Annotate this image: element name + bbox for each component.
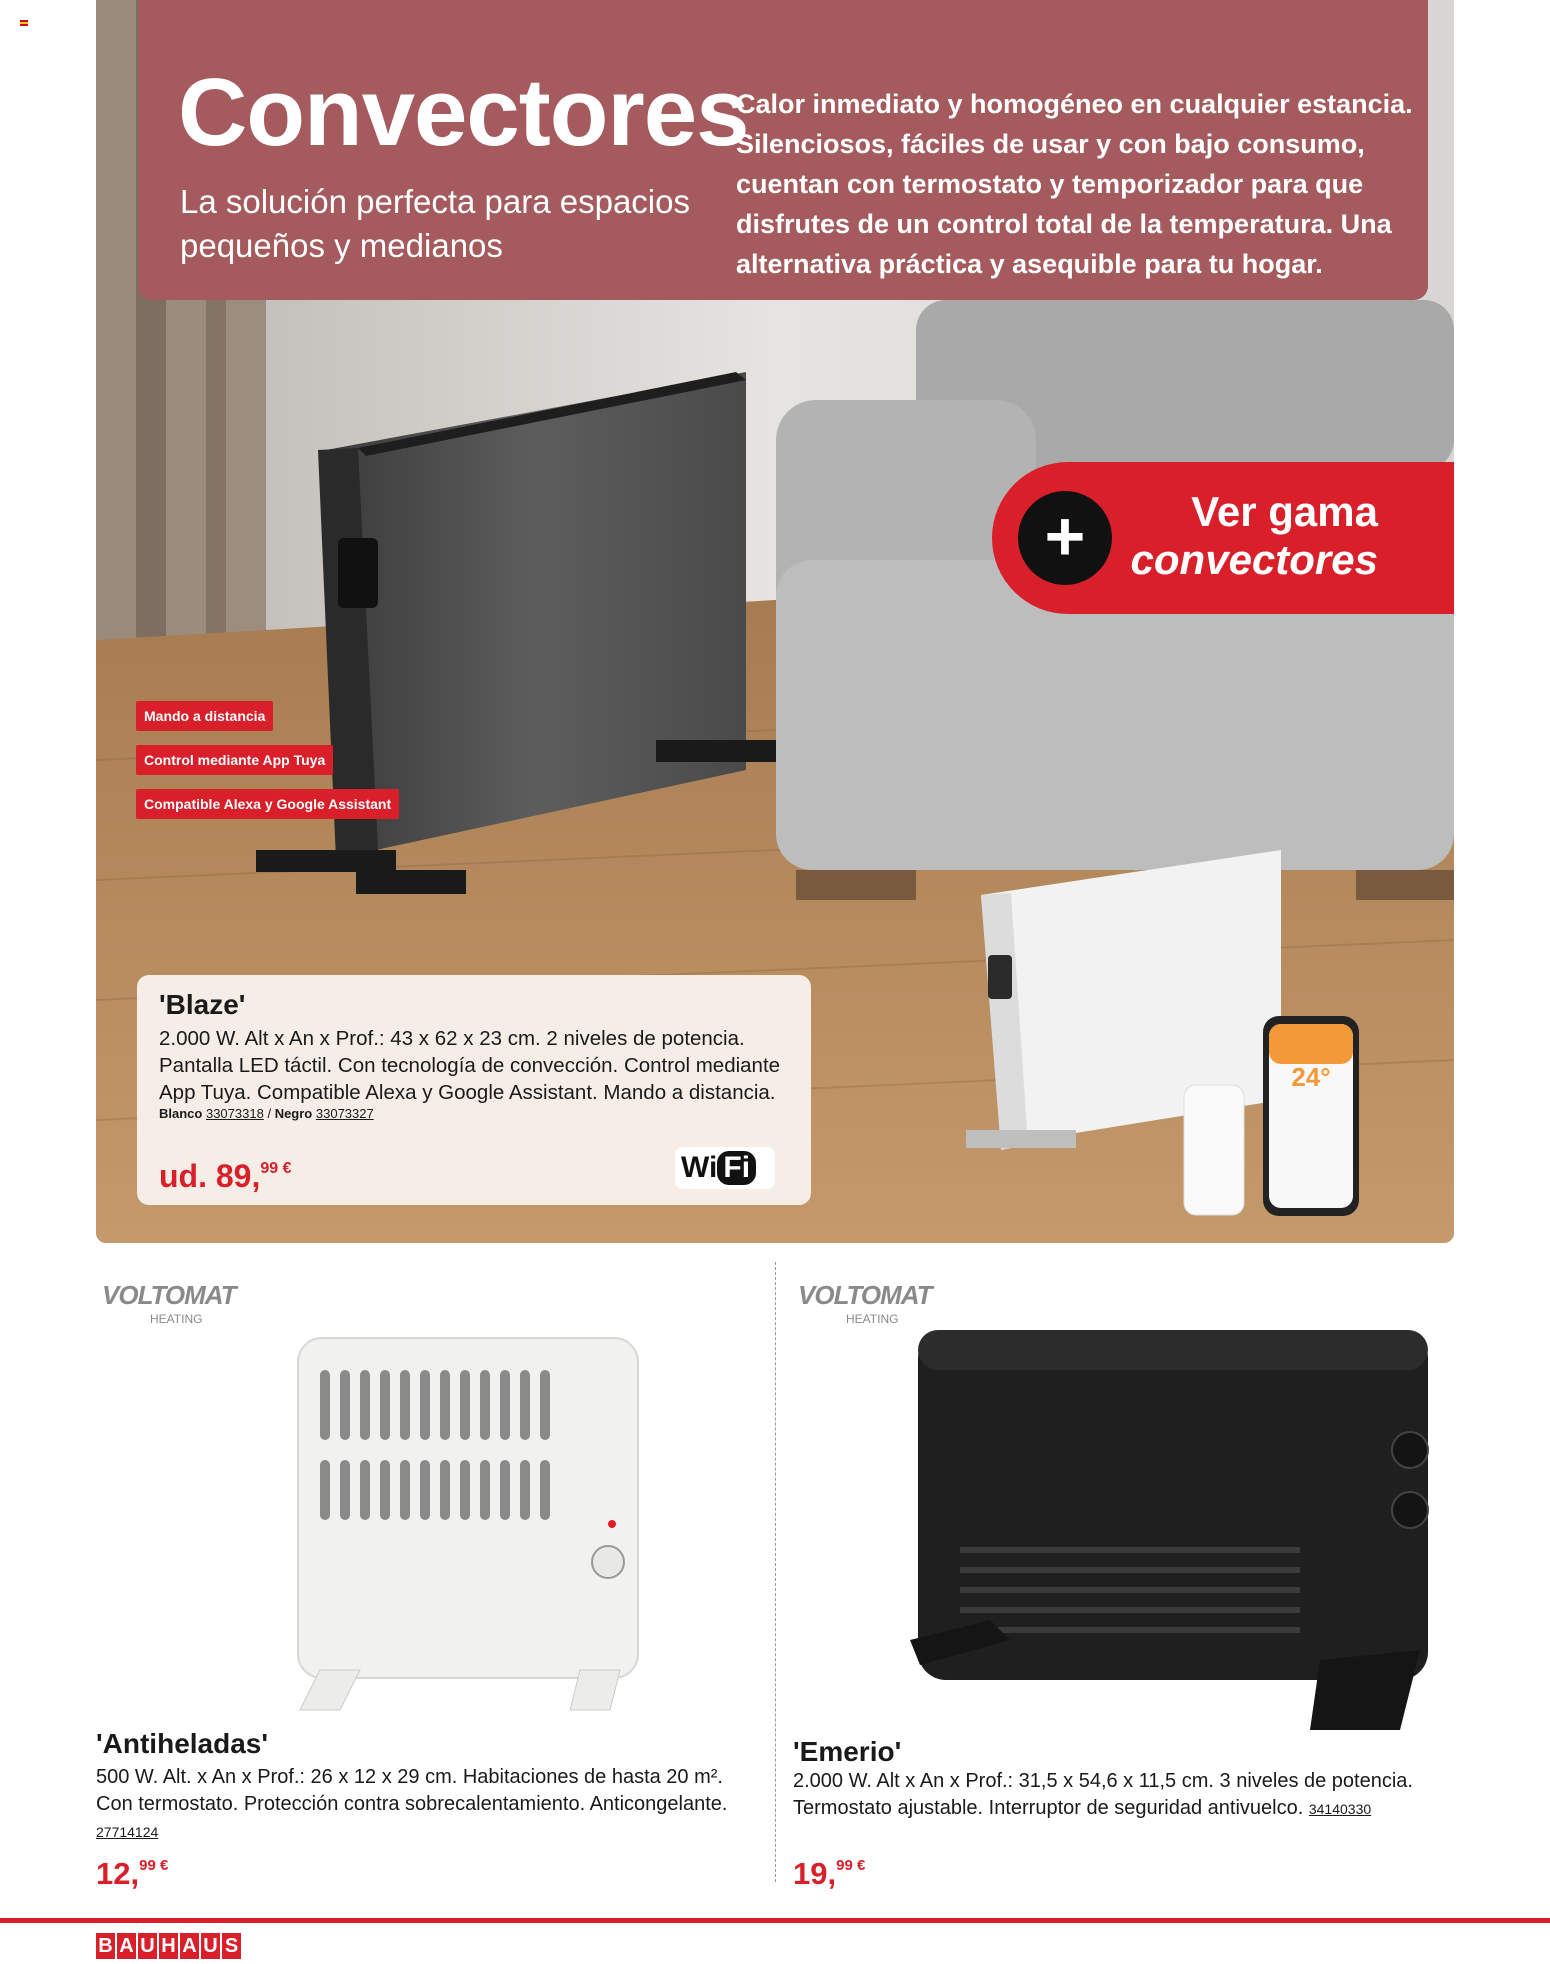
brand-sublogo: HEATING bbox=[846, 1312, 899, 1326]
featured-product-card bbox=[137, 975, 811, 1205]
feature-tag: Control mediante App Tuya bbox=[136, 745, 333, 775]
product-description: 2.000 W. Alt x An x Prof.: 43 x 62 x 23 cm. 2 niveles de potencia. Pantalla LED táctil. Con tecnología de convección. Control mediante App Tuya. Compatible Alexa y Google Assistant. Mando a distancia. bbox=[159, 1027, 781, 1104]
language-flag-icon[interactable] bbox=[20, 20, 28, 26]
antiheladas-heater-image bbox=[280, 1330, 650, 1730]
product-refs bbox=[159, 1106, 374, 1121]
product-ref: 33073327 bbox=[315, 1106, 374, 1121]
view-range-button[interactable] bbox=[992, 462, 1454, 614]
brand-logo: VOLTOMAT bbox=[102, 1280, 236, 1310]
product-price bbox=[159, 1158, 292, 1195]
wifi-badge: Wi Fi bbox=[675, 1147, 775, 1189]
product-name: 'Emerio' bbox=[793, 1736, 902, 1767]
product-name: 'Blaze' bbox=[159, 989, 246, 1020]
product-ref: 27714124 bbox=[96, 1824, 159, 1840]
column-divider bbox=[775, 1262, 776, 1882]
feature-tag: Compatible Alexa y Google Assistant bbox=[136, 789, 399, 819]
product-description: 2.000 W. Alt x An x Prof.: 31,5 x 54,6 x 11,5 cm. 3 niveles de potencia. Termostato ajustable. Interruptor de seguridad antivuelco. 34140330 bbox=[793, 1770, 1413, 1819]
footer-divider bbox=[0, 1918, 1550, 1923]
product-price: 12,$^{99 €}$ bbox=[96, 1856, 169, 1891]
price-main: 89, bbox=[215, 1158, 261, 1194]
cta-line1: Ver gama bbox=[1191, 488, 1378, 535]
hero-section bbox=[96, 0, 1454, 1243]
variant-label: Negro bbox=[274, 1106, 313, 1121]
brand-sublogo: HEATING bbox=[150, 1312, 203, 1326]
page-subtitle: La solución perfecta para espacios pequeños y medianos bbox=[180, 183, 690, 264]
product-ref: 34140330 bbox=[1308, 1801, 1372, 1817]
brand-logo: VOLTOMAT bbox=[798, 1280, 932, 1310]
product-description: 500 W. Alt. x An x Prof.: 26 x 12 x 29 cm. Habitaciones de hasta 20 m². Con termostato. Protección contra sobrecalentamiento. Anticongelante. 27714124 bbox=[96, 1766, 728, 1840]
bauhaus-logo[interactable]: B A U H A U S bbox=[96, 1933, 241, 1959]
variant-label: Blanco bbox=[159, 1106, 203, 1121]
product-name: 'Antiheladas' bbox=[96, 1728, 269, 1759]
page-title: Convectores bbox=[178, 59, 749, 166]
header-banner bbox=[138, 0, 1428, 300]
emerio-heater-image bbox=[900, 1320, 1440, 1740]
price-cents: 99 € bbox=[260, 1160, 292, 1177]
phone-temperature: 24° bbox=[1291, 1062, 1331, 1092]
price-prefix: ud. bbox=[159, 1158, 207, 1194]
feature-tag: Mando a distancia bbox=[136, 701, 273, 731]
ref-separator: / bbox=[267, 1106, 272, 1121]
plus-icon: + bbox=[1018, 491, 1112, 585]
page-description: Calor inmediato y homogéneo en cualquier estancia. Silenciosos, fáciles de usar y con bajo consumo, cuentan con termostato y temporizador para que disfrutes de un control total de la temperatura. Una alternativa práctica y asequible para tu hogar. bbox=[736, 89, 1413, 279]
product-ref: 33073318 bbox=[205, 1106, 264, 1121]
cta-line2: convectores bbox=[1130, 536, 1378, 583]
product-price: 19,$^{99 €}$ bbox=[793, 1856, 866, 1891]
